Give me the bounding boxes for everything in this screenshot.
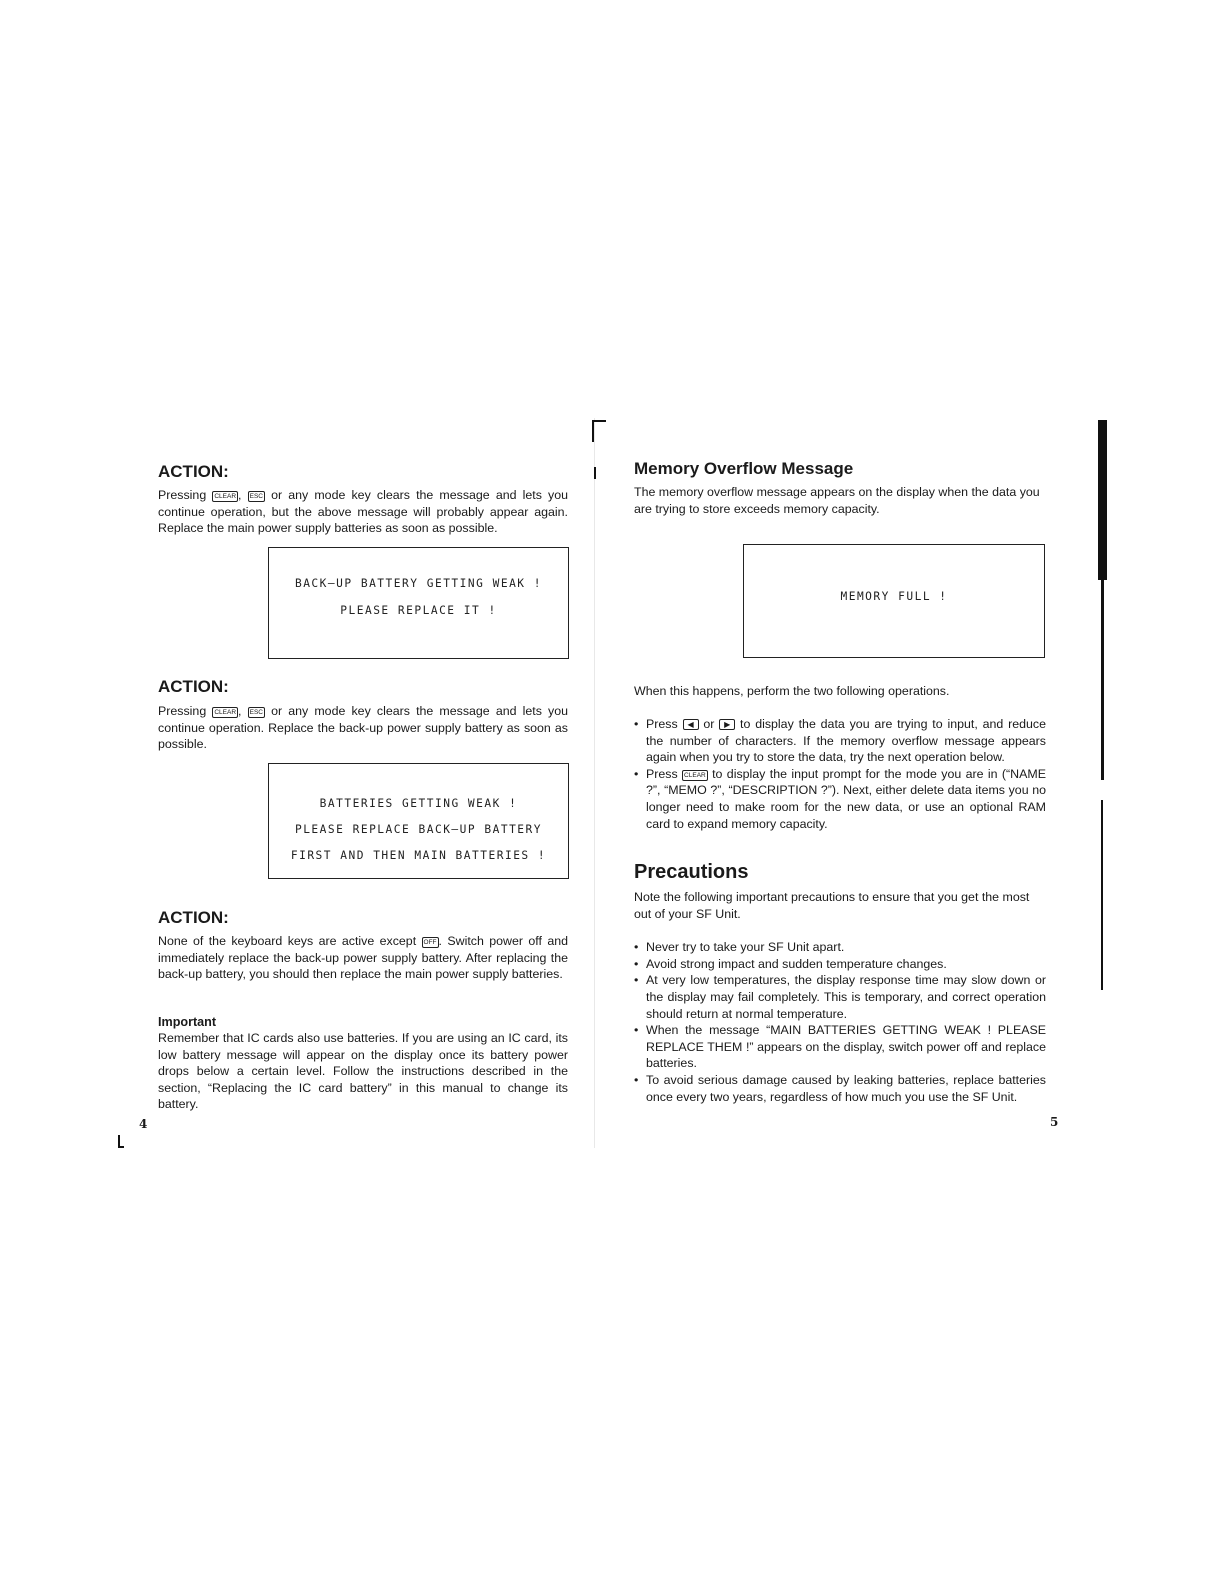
action3-heading: ACTION: — [158, 908, 229, 927]
crop-mark-top-center — [592, 420, 594, 442]
action1-heading: ACTION: — [158, 462, 229, 481]
lcd2-line2: PLEASE REPLACE BACK–UP BATTERY — [294, 823, 543, 836]
op2-text-after: to display the input prompt for the mode you are in (“NAME ?”, “MEMO ?”, “DESCRIPTION ?”). Next, either delete data items you no longer need to make room for the new data, or use an optional RAM card to expand memory capacity. — [646, 766, 1046, 831]
action2-text-after: or any mode key clears the message and lets you continue operation. Replace the back-up power supply battery as soon as possible. — [158, 704, 569, 752]
precautions-intro: Note the following important precautions to ensure that you get the most out of your SF Unit. — [634, 890, 1030, 921]
action2-text — [158, 703, 568, 753]
right-page-number: 5 — [1050, 1115, 1059, 1129]
lcd1-line1: BACK–UP BATTERY GETTING WEAK ! — [294, 577, 543, 590]
important-heading: Important — [158, 1015, 217, 1029]
esc-key-icon: ESC — [249, 709, 263, 716]
important-text: Remember that IC cards also use batteries. If you are using an IC card, its low battery message will appear on the display once its battery power drops below a certain level. Follow the instructions described in the section, “Replacing the IC card battery” in this manual to change its battery. — [158, 1031, 568, 1112]
clear-key-icon: CLEAR — [684, 771, 706, 779]
op1-text-before: Press — [646, 717, 683, 731]
op1-text-after: to display the data you are trying to input, and reduce the number of characters. If the memory overflow message appears again when you try to store the data, try the next operation below. — [646, 717, 1046, 765]
operations-list — [634, 716, 1046, 832]
crop-mark-bottom-left-h — [118, 1146, 124, 1148]
action3-section — [158, 908, 568, 983]
esc-key-icon: ESC — [249, 493, 263, 500]
right-arrow-key-icon: ▶ — [719, 719, 735, 730]
lcd2-line3: FIRST AND THEN MAIN BATTERIES ! — [290, 849, 547, 862]
binding-edge-right — [1098, 420, 1107, 580]
action1-section — [158, 462, 568, 537]
precautions-heading: Precautions — [634, 861, 749, 883]
crop-mark-top-center-h — [592, 420, 606, 422]
action1-text — [158, 487, 568, 537]
operation-item-1 — [634, 716, 1046, 766]
memory-overflow-section — [634, 459, 1046, 517]
precautions-list — [634, 939, 1046, 1105]
precautions-section — [634, 861, 1046, 1105]
when-happens-text: When this happens, perform the two following operations. — [634, 684, 950, 698]
action2-section — [158, 677, 568, 753]
lcd1-line2: PLEASE REPLACE IT ! — [340, 604, 497, 617]
lcd-backup-battery-message — [268, 547, 569, 659]
lcd-memory-full-message — [743, 544, 1045, 658]
action1-sep: , — [238, 488, 248, 502]
action1-text-after: or any mode key clears the message and lets you continue operation, but the above message will probably appear again. Replace the main power supply batteries as soon as possible. — [158, 488, 569, 536]
action2-sep: , — [238, 704, 248, 718]
binding-edge-right-3 — [1101, 800, 1103, 990]
crop-mark-mid — [594, 467, 596, 479]
op1-or: or — [698, 717, 720, 731]
action3-text — [158, 933, 568, 983]
left-page-number: 4 — [139, 1117, 148, 1131]
op2-text-before: Press — [646, 766, 683, 781]
precaution-item: • Never try to take your SF Unit apart. — [634, 939, 1046, 956]
lcd2-line1: BATTERIES GETTING WEAK ! — [319, 797, 518, 810]
lcd-batteries-weak-message — [268, 763, 569, 879]
action2-heading: ACTION: — [158, 677, 229, 696]
important-section — [158, 1015, 568, 1113]
precaution-item: • To avoid serious damage caused by leaking batteries, replace batteries once every two years, regardless of how much you use the SF Unit. — [634, 1072, 1046, 1105]
precaution-item: • At very low temperatures, the display response time may slow down or the display may fail completely. This is temporary, and correct operation should return at normal temperature. — [634, 972, 1046, 1022]
clear-key-icon: CLEAR — [214, 493, 237, 500]
memory-overflow-heading: Memory Overflow Message — [634, 459, 854, 478]
clear-key-icon: CLEAR — [214, 709, 237, 716]
binding-edge-right-2 — [1101, 580, 1104, 780]
action2-text-before: Pressing — [158, 704, 213, 718]
left-arrow-key-icon: ◀ — [683, 719, 699, 730]
precaution-item: • When the message “MAIN BATTERIES GETTING WEAK ! PLEASE REPLACE THEM !” appears on the display, switch power off and replace batteries. — [634, 1022, 1046, 1072]
precaution-item: • Avoid strong impact and sudden temperature changes. — [634, 956, 1046, 973]
off-key-icon: OFF — [423, 939, 437, 946]
page-gutter — [594, 418, 595, 1148]
lcd3-line1: MEMORY FULL ! — [840, 590, 948, 603]
memory-overflow-text: The memory overflow message appears on the display when the data you are trying to store exceeds memory capacity. — [634, 485, 1040, 516]
action1-text-before: Pressing — [158, 488, 213, 502]
action3-text-before: None of the keyboard keys are active except — [158, 934, 422, 948]
operation-item-2 — [634, 766, 1046, 832]
action3-text-after: . Switch power off and immediately replace the back-up power supply battery. After replacing the back-up battery, you should then replace the main power supply batteries. — [158, 934, 568, 982]
